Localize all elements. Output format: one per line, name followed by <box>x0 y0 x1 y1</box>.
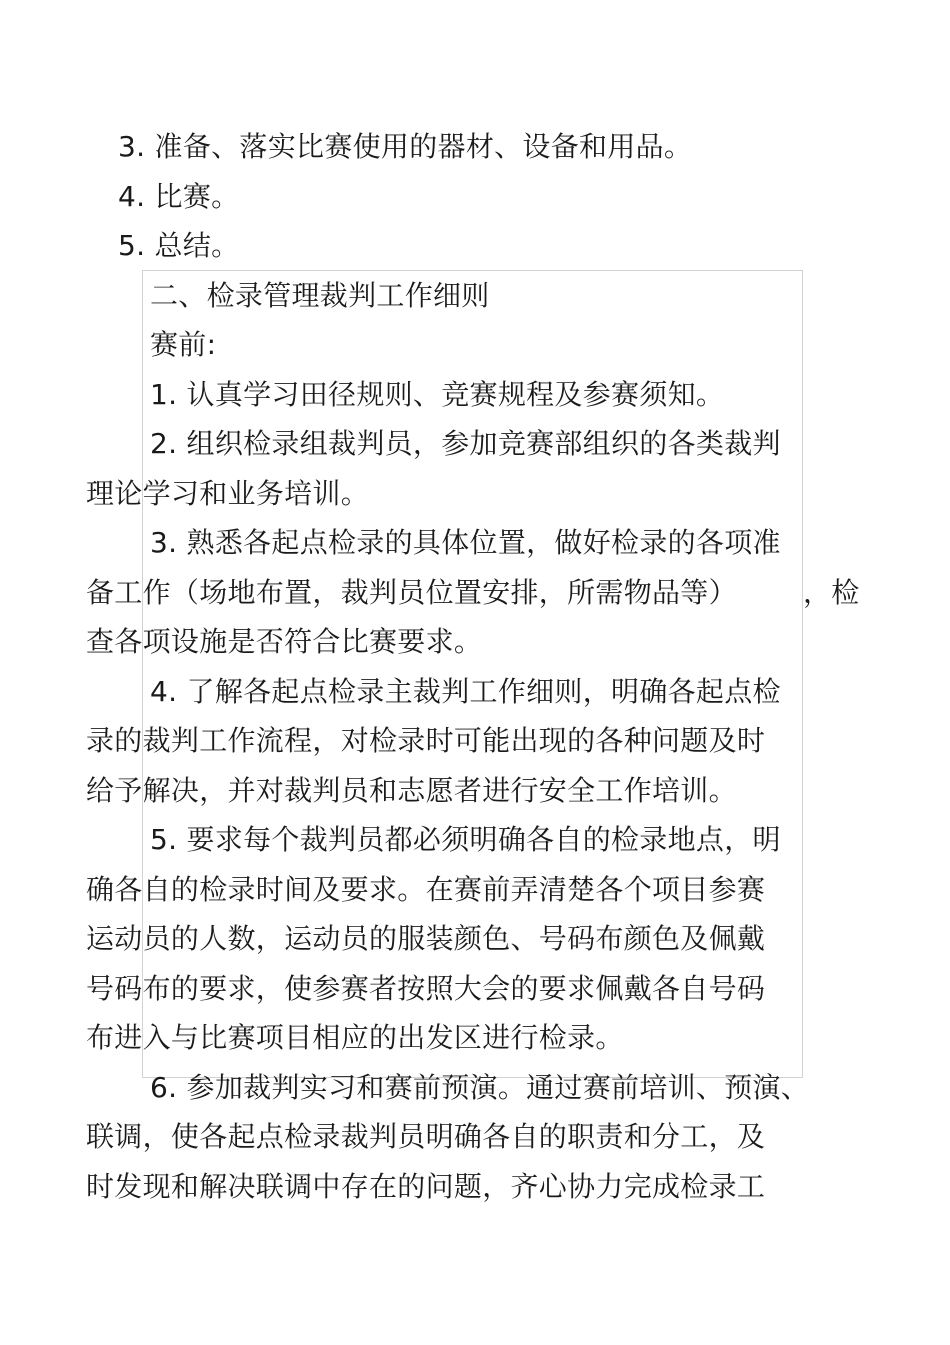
text-line: 查各项设施是否符合比赛要求。 <box>86 625 483 658</box>
text-line: 5. 要求每个裁判员都必须明确各自的检录地点，明 <box>150 823 781 856</box>
text-line: 6. 参加裁判实习和赛前预演。通过赛前培训、预演、 <box>150 1071 810 1104</box>
text-line: 布进入与比赛项目相应的出发区进行检录。 <box>86 1021 624 1054</box>
text-line: ，检 <box>803 576 860 609</box>
text-line: 4. 了解各起点检录主裁判工作细则，明确各起点检 <box>150 675 781 708</box>
text-line: 4. 比赛。 <box>118 180 240 213</box>
text-line: 确各自的检录时间及要求。在赛前弄清楚各个项目参赛 <box>86 873 766 906</box>
section-heading: 二、检录管理裁判工作细则 <box>150 279 490 312</box>
text-line: 理论学习和业务培训。 <box>86 477 370 510</box>
text-line: 给予解决，并对裁判员和志愿者进行安全工作培训。 <box>86 774 737 807</box>
text-line: 运动员的人数，运动员的服装颜色、号码布颜色及佩戴 <box>86 922 766 955</box>
subheading: 赛前: <box>150 328 217 361</box>
text-line: 联调，使各起点检录裁判员明确各自的职责和分工，及 <box>86 1120 766 1153</box>
text-line: 时发现和解决联调中存在的问题，齐心协力完成检录工 <box>86 1170 766 1203</box>
text-line: 1. 认真学习田径规则、竞赛规程及参赛须知。 <box>150 378 725 411</box>
text-line: 3. 准备、落实比赛使用的器材、设备和用品。 <box>118 130 693 163</box>
text-line: 备工作（场地布置，裁判员位置安排，所需物品等） <box>86 576 737 609</box>
text-line: 录的裁判工作流程，对检录时可能出现的各种问题及时 <box>86 724 766 757</box>
text-line: 号码布的要求，使参赛者按照大会的要求佩戴各自号码 <box>86 972 766 1005</box>
text-line: 2. 组织检录组裁判员，参加竞赛部组织的各类裁判 <box>150 427 781 460</box>
text-line: 3. 熟悉各起点检录的具体位置，做好检录的各项准 <box>150 526 781 559</box>
text-line: 5. 总结。 <box>118 229 240 262</box>
